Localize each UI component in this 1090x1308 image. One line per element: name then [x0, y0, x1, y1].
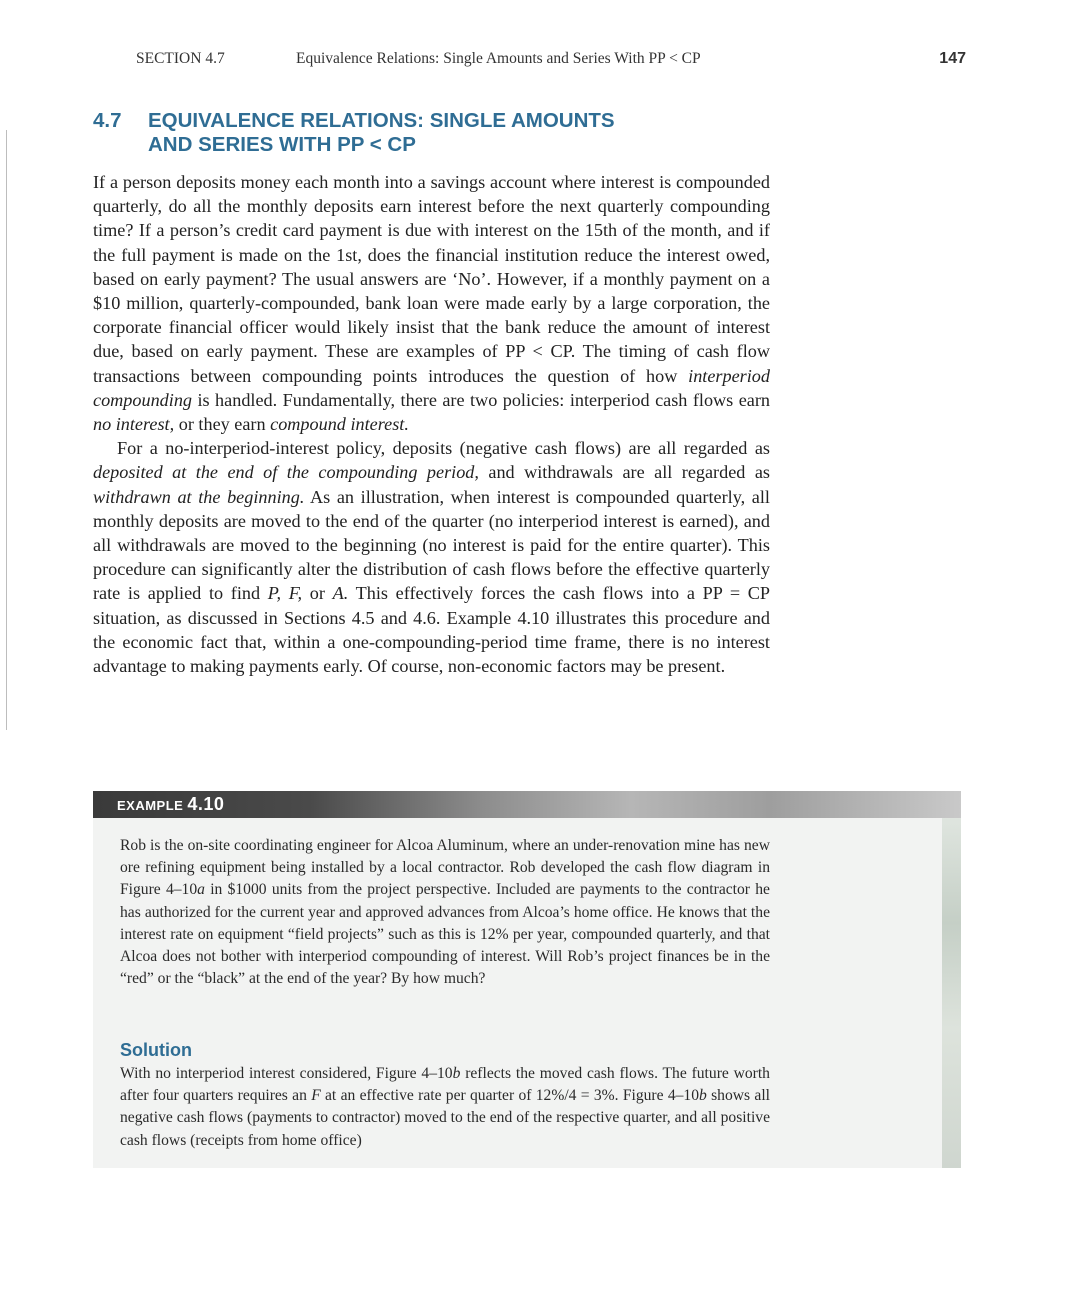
p2-term-withdrawn: withdrawn at the beginning. [93, 486, 305, 507]
p2-var-a: A. [332, 583, 349, 604]
page-number: 147 [939, 50, 966, 67]
sol-text-d: F [311, 1087, 321, 1105]
p2-var-pf: P, F, [267, 583, 303, 604]
ex-text-a: Rob is the on-site coordinating engineer for Alcoa Aluminum, where an under-renovation mine has new ore refining equipment being installed by a local contractor. Rob developed the cash flow diagram in Figure 4–10 [120, 837, 770, 899]
section-heading-line2: AND SERIES WITH PP < CP [148, 133, 416, 156]
p1-term-no-interest: no interest, [93, 414, 175, 435]
ex-text-b: a [197, 881, 205, 899]
body-text [93, 170, 770, 678]
section-number: 4.7 [93, 109, 122, 132]
example-problem-text [120, 835, 770, 990]
section-label: SECTION 4.7 [136, 50, 225, 67]
sol-text-g: shows all negative cash flows (payments to contractor) moved to the end of the respective quarter, and all positive cash flows (receipts from home office) [120, 1087, 770, 1149]
example-side-strip [942, 818, 961, 1168]
margin-rule [6, 130, 7, 730]
sol-text-e: at an effective rate per quarter of 12%/4 = 3%. Figure 4–10 [320, 1087, 700, 1105]
example-problem-paragraph [120, 835, 770, 990]
section-heading-line1: EQUIVALENCE RELATIONS: SINGLE AMOUNTS [148, 109, 615, 132]
running-header [136, 50, 966, 74]
p1-text-a: If a person deposits money each month into a savings account where interest is compounded quarterly, do all the monthly deposits earn interest before the next quarterly compounding time? If a person’s credit card payment is due with interest on the 15th of the month, and if the full payment is made on the 1st, does the financial institution reduce the interest owed, based on early payment? The usual answers are ‘No’. However, if a monthly payment on a $10 million, quarterly-compounded, bank loan were made early by a large corporation, the corporate financial officer would likely insist that the bank reduce the amount of interest due, based on early payment. These are examples of PP < CP. The timing of cash flow transactions between compounding points introduces the question of how [93, 172, 770, 386]
sol-text-f: b [699, 1087, 707, 1105]
sol-text-a: With no interperiod interest considered, Figure 4–10 [120, 1065, 453, 1082]
paragraph-1 [93, 170, 770, 436]
p2-term-deposited: deposited at the end of the compounding period, [93, 462, 479, 483]
p1-text-e: or they earn [174, 414, 271, 435]
sol-text-b: b [452, 1065, 461, 1082]
example-word: EXAMPLE [117, 798, 184, 813]
p2-text-a: For a no-interperiod-interest policy, deposits (negative cash flows) are all regarded as [117, 438, 770, 459]
p2-text-i: This effectively forces the cash flows into a PP = CP situation, as discussed in Sections 4.5 and 4.6. Example 4.10 illustrates this procedure and the economic fact that, within a one-compounding-period time frame, there is no interest advantage to making payments early. Of course, non-economic factors may be present. [93, 583, 771, 677]
paragraph-2 [93, 436, 770, 678]
sol-text-c: reflects the moved cash flows. The future worth after four quarters requires an [120, 1065, 770, 1105]
p2-text-c: and withdrawals are all regarded as [478, 462, 770, 483]
p1-term-interperiod: interperiod compounding [93, 365, 770, 410]
ex-text-c: in $1000 units from the project perspective. Included are payments to the contractor he has authorized for the current year and approved advances from Alcoa’s home office. He knows that the interest rate on equipment “field projects” such as this is 12% per year, compounded quarterly, and that Alcoa does not bother with interperiod compounding of interest. Will Rob’s project finances be in the “red” or the “black” at the end of the year? By how much? [120, 881, 770, 988]
solution-text [120, 1063, 770, 1152]
running-title: Equivalence Relations: Single Amounts and Series With PP < CP [296, 50, 701, 67]
solution-paragraph [120, 1063, 770, 1152]
p1-term-compound: compound interest. [270, 414, 409, 435]
p2-text-g: or [302, 583, 333, 604]
example-number: 4.10 [187, 794, 225, 814]
example-label [117, 794, 224, 815]
example-banner [93, 791, 961, 818]
p1-text-c: is handled. Fundamentally, there are two policies: interperiod cash flows earn [192, 389, 770, 410]
solution-heading: Solution [120, 1040, 192, 1060]
p2-text-e: As an illustration, when interest is compounded quarterly, all monthly deposits are moved to the end of the quarter (no interperiod interest is earned), and all withdrawals are moved to the beginning (no interest is paid for the entire quarter). This procedure can significantly alter the distribution of cash flows before the effective quarterly rate is applied to find [93, 486, 770, 604]
